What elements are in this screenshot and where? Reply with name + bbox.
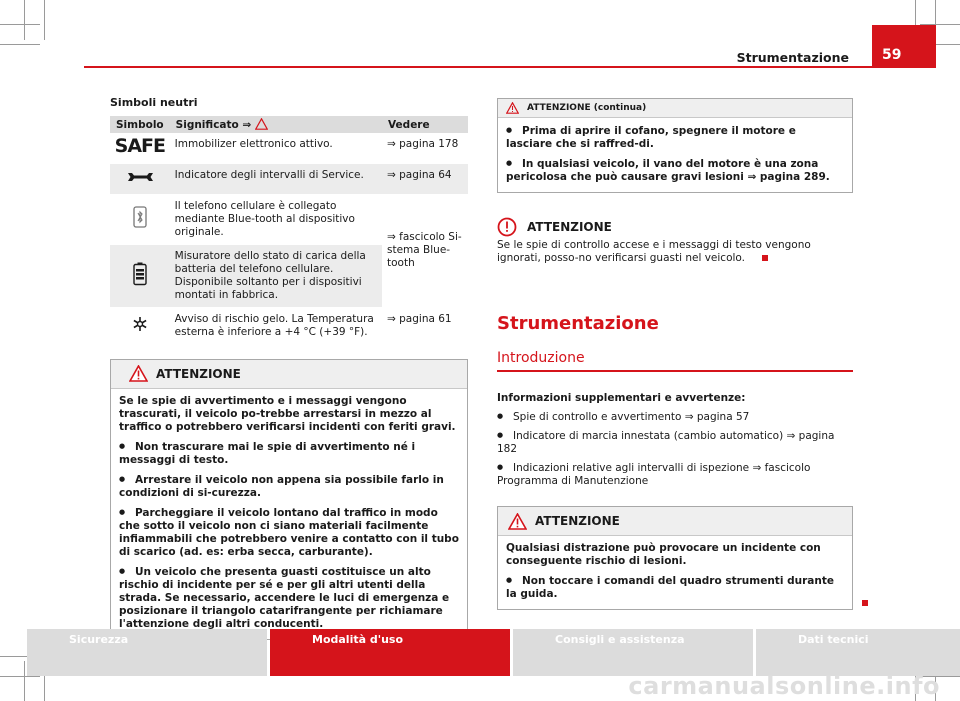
symbol-cell [110,194,170,244]
table-row [110,307,468,344]
warning-box-header [498,99,852,118]
left-column [110,96,468,640]
warning-bullet: ● In qualsiasi veicolo, il vano del motore è una zona pericolosa che può causare gravi lesioni ⇒ pagina 289. [506,157,844,184]
list-item: ● Indicatore di marcia innestata (cambio automatico) ⇒ pagina 182 [497,429,853,456]
warning-box [497,506,853,610]
bluetooth-phone-icon [133,206,147,228]
warning-triangle-icon [508,513,527,530]
warning-body [498,536,852,609]
note-body [497,239,853,265]
end-marker [762,255,768,261]
warning-bullet: ● Prima di aprire il cofano, spegnere il motore e lasciare che si raffred-di. [506,124,844,151]
crop-mark [24,0,25,40]
crop-mark [24,661,25,701]
list-item: ● Spie di controllo e avvertimento ⇒ pagina 57 [497,410,853,424]
section-title: Simboli neutri [110,96,198,109]
warning-bullet: ● Non toccare i comandi del quadro strumenti durante la guida. [506,574,844,601]
symbols-table [110,116,468,345]
see-cell: ⇒ pagina 178 [382,133,468,163]
warning-title: ATTENZIONE [156,366,241,381]
note-text: Se le spie di controllo accese e i messaggi di testo vengono ignorati, posso-no verificarsi guasti nel veicolo. [497,239,811,264]
header-rule [84,66,936,68]
warning-box-continued [497,98,853,193]
warning-triangle-icon [129,365,148,382]
table-row [110,133,468,163]
symbol-cell [110,307,170,344]
snowflake-icon [132,316,148,332]
right-column [497,98,853,610]
meaning-cell: Avviso di rischio gelo. La Temperatura esterna è inferiore a +4 °C (+39 °F). [170,307,382,344]
crop-mark [0,676,40,677]
warning-bullet: ● Parcheggiare il veicolo lontano dal traffico in modo che sotto il veicolo non ci siano materiali facilmente infiammabili che potrebbero venire a contatto con il tubo di scarico (ad. es: erba secca, carburante). [119,506,459,559]
footer-tab-dati-tecnici[interactable]: Dati tecnici [756,629,960,676]
col-header-meaning-text: Significato ⇒ [175,119,252,131]
warning-intro: Qualsiasi distrazione può provocare un incidente con conseguente rischio di lesioni. [506,542,821,567]
col-header-symbol: Simbolo [110,116,170,133]
note-title: ATTENZIONE [527,220,612,234]
warning-box-header [498,507,852,536]
see-cell: ⇒ pagina 64 [382,163,468,194]
watermark: carmanualsonline.info [628,672,940,700]
meaning-cell: Immobilizer elettronico attivo. [170,133,382,163]
symbol-cell [110,133,170,163]
warning-triangle-icon [506,102,519,114]
page-number: 59 [872,25,936,67]
caution-circle-icon [497,217,517,237]
footer-tab-modalita-uso[interactable]: Modalità d'uso [270,629,510,676]
note-header [497,217,853,237]
warning-body [498,118,852,192]
running-header: Strumentazione [736,50,849,65]
crop-mark [44,0,45,40]
info-heading: Informazioni supplementari e avvertenze: [497,392,746,404]
safe-logo: SAFE [114,134,165,157]
warning-body [111,389,467,639]
symbol-cell [110,244,170,307]
warning-bullet: ● Non trascurare mai le spie di avvertimento né i messaggi di testo. [119,440,459,467]
table-row [110,163,468,194]
meaning-cell: Indicatore degli intervalli di Service. [170,163,382,194]
warning-title: ATTENZIONE [535,514,620,528]
phone-battery-icon [133,262,147,286]
list-item: ● Indicazioni relative agli intervalli di ispezione ⇒ fascicolo Programma di Manutenzione [497,461,853,488]
warning-intro: Se le spie di avvertimento e i messaggi vengono trascurati, il veicolo po-trebbe arrestarsi in mezzo al traffico o potrebbero verificarsi incidenti con feriti gravi. [119,394,456,433]
col-header-see: Vedere [382,116,468,133]
crop-mark [0,44,40,45]
symbol-cell [110,163,170,194]
warning-bullet: ● Un veicolo che presenta guasti costituisce un alto rischio di incidente per sé e per gli altri utenti della strada. Se necessario, accendere le luci di emergenza e posizionare il triangolo catarifrangente per richiamare l'attenzione degli altri conducenti. [119,565,459,631]
footer-tab-consigli-assistenza[interactable]: Consigli e assistenza [513,629,753,676]
see-cell: ⇒ pagina 61 [382,307,468,344]
see-cell: ⇒ fascicolo Si-stema Blue-tooth [382,194,468,307]
warning-title: ATTENZIONE (continua) [527,103,647,113]
meaning-cell: Misuratore dello stato di carica della batteria del telefono cellulare. Disponibile soltanto per i dispositivi montati in fabbrica. [170,244,382,307]
info-list [497,410,853,488]
warning-bullet: ● Arrestare il veicolo non appena sia possibile farlo in condizioni di si-curezza. [119,473,459,500]
col-header-meaning [170,116,382,133]
footer-tab-sicurezza[interactable]: Sicurezza [27,629,267,676]
section-subtitle: Introduzione [497,350,853,372]
warning-triangle-icon [255,118,268,130]
meaning-cell: Il telefono cellulare è collegato mediante Blue-tooth al dispositivo originale. [170,194,382,244]
wrench-icon [125,171,155,183]
table-row [110,194,468,244]
warning-box [110,359,468,640]
chapter-title: Strumentazione [497,313,659,334]
end-marker [862,600,868,606]
crop-mark [0,24,40,25]
footer-nav [27,629,960,676]
warning-box-header [111,360,467,389]
